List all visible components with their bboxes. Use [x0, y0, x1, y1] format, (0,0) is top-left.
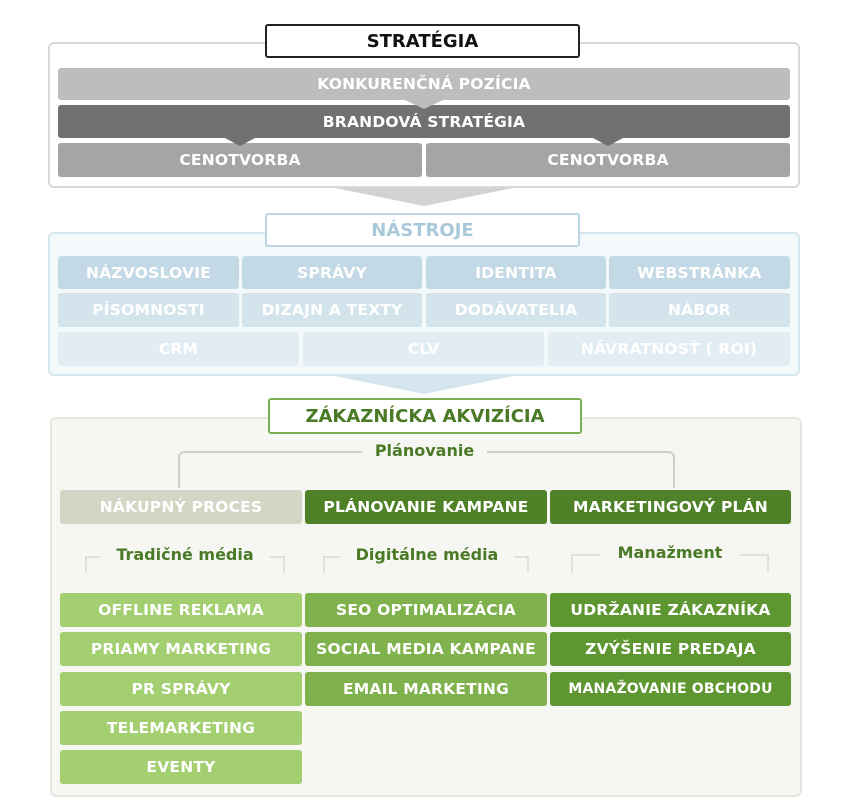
tool-webstranka: WEBSTRÁNKA [609, 256, 790, 289]
man-udrzanie-zakaznika: UDRŽANIE ZÁKAZNÍKA [550, 593, 791, 627]
planovanie-label: Plánovanie [362, 441, 487, 460]
plan-planovanie-kampane: PLÁNOVANIE KAMPANE [305, 490, 547, 524]
brandova-strategia: BRANDOVÁ STRATÉGIA [58, 105, 790, 138]
nastroje-title: NÁSTROJE [265, 213, 580, 247]
col-label-tradicne: Tradičné média [100, 545, 270, 564]
trad-pr-spravy: PR SPRÁVY [60, 672, 302, 706]
trad-offline-reklama: OFFLINE REKLAMA [60, 593, 302, 627]
plan-nakupny-proces: NÁKUPNÝ PROCES [60, 490, 302, 524]
trad-priamy-marketing: PRIAMY MARKETING [60, 632, 302, 666]
tool-pisomnosti: PÍSOMNOSTI [58, 293, 239, 327]
tool-dodavatelia: DODÁVATELIA [426, 293, 606, 327]
dig-seo-optimalizacia: SEO OPTIMALIZÁCIA [305, 593, 547, 627]
man-zvysenie-predaja: ZVÝŠENIE PREDAJA [550, 632, 791, 666]
man-manazovanie-obchodu: MANAŽOVANIE OBCHODU [550, 672, 791, 706]
cenotvorba-right: CENOTVORBA [426, 143, 790, 177]
tool-dizajn-a-texty: DIZAJN A TEXTY [242, 293, 422, 327]
col-label-digitalne: Digitálne média [340, 545, 514, 564]
strategia-title: STRATÉGIA [265, 24, 580, 58]
dig-email-marketing: EMAIL MARKETING [305, 672, 547, 706]
dig-social-media-kampane: SOCIAL MEDIA KAMPANE [305, 632, 547, 666]
tool-crm: CRM [58, 332, 299, 366]
tool-nabor: NÁBOR [609, 293, 790, 327]
tool-spravy: SPRÁVY [242, 256, 422, 289]
akvizicia-title: ZÁKAZNÍCKA AKVIZÍCIA [268, 398, 582, 434]
trad-telemarketing: TELEMARKETING [60, 711, 302, 745]
tool-clv: CLV [303, 332, 544, 366]
tool-nazvoslovie: NÁZVOSLOVIE [58, 256, 239, 289]
col-label-manazment: Manažment [600, 543, 740, 562]
cenotvorba-left: CENOTVORBA [58, 143, 422, 177]
tool-identita: IDENTITA [426, 256, 606, 289]
trad-eventy: EVENTY [60, 750, 302, 784]
konkurencna-pozicia: KONKURENČNÁ POZÍCIA [58, 68, 790, 100]
tool-navratnost-roi: NÁVRATNOSŤ ( ROI) [548, 332, 790, 366]
plan-marketingovy-plan: MARKETINGOVÝ PLÁN [550, 490, 791, 524]
